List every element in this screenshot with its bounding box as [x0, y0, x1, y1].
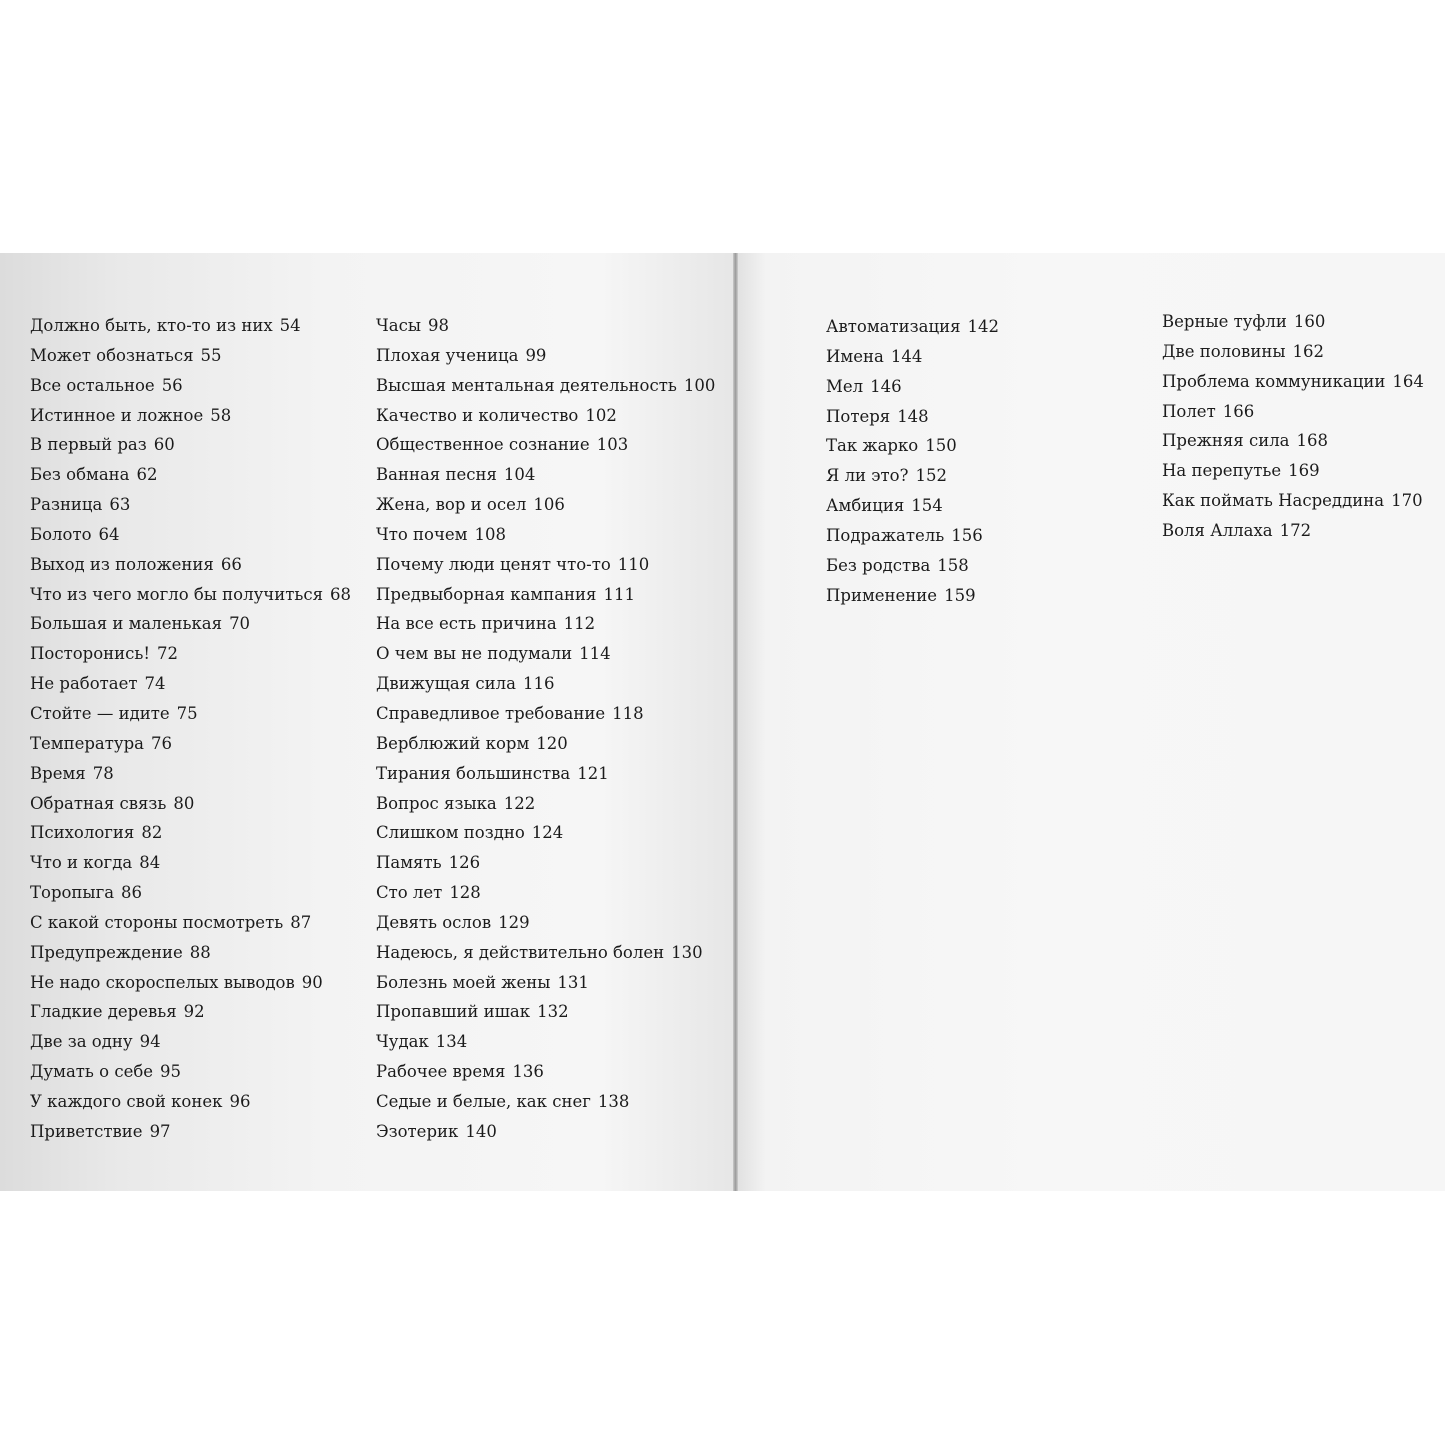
toc-entry	[376, 968, 715, 998]
toc-entry-title: Думать о себе	[30, 1062, 154, 1082]
toc-entry-page-number: 78	[92, 763, 114, 783]
toc-entry	[376, 669, 715, 699]
left-page	[0, 253, 736, 1191]
toc-entry	[376, 639, 715, 669]
toc-entry-title: Тирания большинства	[376, 763, 571, 783]
toc-entry-title: Время	[30, 763, 86, 783]
toc-entry	[30, 848, 351, 878]
toc-entry-page-number: 72	[156, 644, 178, 664]
toc-entry-title: Предвыборная кампания	[376, 584, 597, 604]
toc-entry	[826, 521, 999, 551]
toc-entry-title: Надеюсь, я действительно болен	[376, 942, 665, 962]
toc-entry-title: Что и когда	[30, 853, 133, 873]
toc-column	[1162, 307, 1424, 546]
toc-entry	[30, 490, 351, 520]
toc-entry-page-number: 154	[911, 496, 943, 516]
toc-entry-page-number: 129	[498, 912, 530, 932]
toc-entry-title: Две половины	[1162, 341, 1286, 361]
toc-entry-title: Две за одну	[30, 1032, 133, 1052]
toc-entry-page-number: 142	[967, 317, 999, 336]
toc-entry-page-number: 96	[229, 1091, 251, 1111]
toc-entry-title: Седые и белые, как снег	[376, 1091, 591, 1111]
toc-entry-title: Эзотерик	[376, 1121, 459, 1141]
toc-entry-page-number: 144	[890, 346, 923, 366]
toc-entry	[1162, 337, 1424, 367]
toc-column	[376, 311, 715, 1147]
toc-entry-page-number: 160	[1293, 312, 1326, 331]
toc-entry-page-number: 54	[279, 316, 301, 335]
toc-entry	[30, 789, 351, 819]
toc-entry	[826, 402, 999, 432]
toc-entry	[30, 311, 351, 341]
toc-entry	[826, 312, 999, 342]
toc-entry-title: На перепутье	[1162, 461, 1282, 481]
toc-entry-page-number: 164	[1392, 371, 1424, 391]
toc-entry-title: Без обмана	[30, 465, 130, 485]
toc-entry	[376, 908, 715, 938]
toc-entry-page-number: 138	[597, 1091, 630, 1111]
toc-entry-page-number: 150	[925, 436, 957, 456]
toc-entry	[376, 938, 715, 968]
toc-entry-title: Применение	[826, 585, 938, 605]
toc-entry	[30, 520, 351, 550]
toc-entry	[1162, 397, 1424, 427]
toc-entry-title: Стойте — идите	[30, 703, 170, 723]
toc-entry-page-number: 169	[1288, 461, 1320, 481]
toc-entry-title: Качество и количество	[376, 405, 579, 425]
toc-entry-title: С какой стороны посмотреть	[30, 912, 284, 932]
toc-entry-page-number: 66	[220, 554, 242, 574]
toc-entry	[376, 1117, 715, 1147]
toc-entry-title: Торопыга	[30, 883, 115, 903]
toc-entry-title: Потеря	[826, 406, 891, 426]
toc-entry-page-number: 108	[474, 524, 506, 544]
toc-entry-title: Подражатель	[826, 525, 945, 545]
toc-entry-page-number: 82	[141, 823, 163, 843]
toc-entry-page-number: 80	[173, 793, 195, 813]
toc-entry-title: Не надо скороспелых выводов	[30, 972, 295, 992]
toc-entry-page-number: 84	[139, 853, 161, 873]
toc-entry-title: Не работает	[30, 674, 138, 694]
toc-entry	[30, 639, 351, 669]
toc-entry-title: Рабочее время	[376, 1062, 506, 1082]
toc-entry	[30, 401, 351, 431]
toc-entry-page-number: 70	[229, 614, 251, 634]
toc-entry-title: Предупреждение	[30, 942, 183, 962]
toc-entry	[1162, 426, 1424, 456]
toc-entry	[376, 699, 715, 729]
toc-entry	[30, 669, 351, 699]
toc-entry-page-number: 99	[525, 345, 547, 365]
toc-entry-page-number: 68	[329, 584, 351, 604]
toc-entry-page-number: 56	[161, 375, 183, 395]
toc-entry-page-number: 104	[503, 465, 536, 485]
toc-entry-page-number: 98	[427, 316, 449, 335]
toc-entry	[376, 311, 715, 341]
toc-entry-page-number: 152	[915, 466, 947, 486]
toc-entry	[376, 1027, 715, 1057]
toc-entry-page-number: 114	[579, 644, 611, 664]
toc-entry	[376, 818, 715, 848]
toc-entry-title: Все остальное	[30, 375, 155, 395]
toc-entry-title: Пропавший ишак	[376, 1002, 531, 1022]
toc-entry	[30, 818, 351, 848]
toc-entry	[826, 461, 999, 491]
toc-entry-title: Верблюжий корм	[376, 733, 530, 753]
toc-entry-title: Разница	[30, 495, 103, 515]
toc-entry-title: Как поймать Насреддина	[1162, 491, 1385, 511]
toc-entry	[1162, 486, 1424, 516]
toc-entry	[826, 372, 999, 402]
toc-entry	[376, 729, 715, 759]
toc-entry-page-number: 97	[149, 1121, 171, 1141]
toc-entry-title: Посторонись!	[30, 644, 150, 664]
toc-entry-title: Жена, вор и осел	[376, 495, 527, 515]
toc-entry	[30, 371, 351, 401]
toc-entry-page-number: 87	[290, 912, 312, 932]
toc-entry-page-number: 140	[465, 1121, 497, 1141]
toc-entry-page-number: 124	[531, 823, 564, 843]
toc-entry-page-number: 100	[683, 375, 716, 395]
toc-entry-title: Слишком поздно	[376, 823, 525, 843]
toc-entry	[376, 490, 715, 520]
toc-entry-title: Гладкие деревья	[30, 1002, 177, 1022]
toc-entry-title: В первый раз	[30, 435, 147, 455]
toc-entry	[30, 759, 351, 789]
toc-entry-page-number: 122	[503, 793, 536, 813]
toc-entry	[376, 1057, 715, 1087]
toc-entry-title: Приветствие	[30, 1121, 143, 1141]
toc-entry-title: Девять ослов	[376, 912, 492, 932]
toc-entry-title: Психология	[30, 823, 135, 843]
toc-entry-page-number: 168	[1296, 431, 1329, 451]
toc-entry-page-number: 112	[563, 614, 596, 634]
toc-entry	[376, 1087, 715, 1117]
toc-entry	[30, 580, 351, 610]
toc-entry-page-number: 94	[139, 1032, 161, 1052]
toc-entry-title: Верные туфли	[1162, 312, 1287, 331]
toc-entry-page-number: 126	[448, 853, 481, 873]
toc-entry-page-number: 102	[585, 405, 617, 425]
toc-entry-page-number: 75	[176, 703, 198, 723]
toc-entry-page-number: 95	[160, 1062, 182, 1082]
toc-entry-page-number: 134	[435, 1032, 468, 1052]
toc-entry-page-number: 162	[1292, 341, 1324, 361]
toc-entry-page-number: 136	[512, 1062, 544, 1082]
toc-entry	[376, 580, 715, 610]
toc-entry	[30, 460, 351, 490]
toc-entry	[376, 848, 715, 878]
toc-entry-title: На все есть причина	[376, 614, 557, 634]
toc-entry-title: Что почем	[376, 524, 468, 544]
toc-entry-page-number: 159	[944, 585, 976, 605]
toc-entry-title: Почему люди ценят что-то	[376, 554, 611, 574]
toc-entry-title: Так жарко	[826, 436, 919, 456]
toc-entry-title: Истинное и ложное	[30, 405, 204, 425]
toc-entry-page-number: 86	[121, 883, 143, 903]
toc-entry-title: Обратная связь	[30, 793, 167, 813]
toc-entry	[376, 520, 715, 550]
toc-entry-page-number: 88	[189, 942, 211, 962]
toc-entry-page-number: 63	[109, 495, 131, 515]
toc-entry-page-number: 121	[577, 763, 609, 783]
toc-entry-title: Имена	[826, 346, 884, 366]
toc-entry-page-number: 146	[870, 376, 902, 396]
toc-entry-page-number: 60	[153, 435, 175, 455]
toc-entry-title: Автоматизация	[826, 317, 961, 336]
toc-entry	[30, 699, 351, 729]
toc-entry	[30, 729, 351, 759]
toc-entry-title: О чем вы не подумали	[376, 644, 573, 664]
toc-entry-page-number: 156	[951, 525, 983, 545]
toc-entry	[826, 431, 999, 461]
toc-entry	[30, 908, 351, 938]
toc-entry-title: Что из чего могло бы получиться	[30, 584, 323, 604]
toc-entry-title: Без родства	[826, 555, 931, 575]
toc-entry	[30, 1027, 351, 1057]
toc-entry	[826, 342, 999, 372]
toc-entry-title: Вопрос языка	[376, 793, 497, 813]
toc-entry-page-number: 158	[937, 555, 969, 575]
toc-entry-page-number: 74	[144, 674, 166, 694]
toc-entry	[30, 609, 351, 639]
toc-entry	[1162, 456, 1424, 486]
toc-entry	[376, 789, 715, 819]
toc-entry	[1162, 307, 1424, 337]
toc-entry-page-number: 118	[612, 703, 644, 723]
toc-entry-title: Чудак	[376, 1032, 429, 1052]
right-page	[736, 253, 1445, 1191]
toc-entry-title: Я ли это?	[826, 466, 909, 486]
toc-entry	[376, 759, 715, 789]
toc-entry-page-number: 172	[1279, 520, 1312, 540]
toc-entry-page-number: 111	[603, 584, 635, 604]
toc-entry	[376, 609, 715, 639]
toc-entry	[30, 968, 351, 998]
toc-entry	[30, 1057, 351, 1087]
toc-entry	[30, 341, 351, 371]
toc-entry	[826, 581, 999, 611]
toc-entry-page-number: 116	[522, 674, 555, 694]
toc-entry-title: Мел	[826, 376, 864, 396]
toc-entry	[376, 997, 715, 1027]
toc-entry-page-number: 128	[449, 883, 481, 903]
toc-entry-title: Общественное сознание	[376, 435, 590, 455]
toc-entry-title: Большая и маленькая	[30, 614, 223, 634]
toc-entry-title: Движущая сила	[376, 674, 516, 694]
toc-entry-page-number: 103	[596, 435, 629, 455]
toc-entry-title: У каждого свой конек	[30, 1091, 223, 1111]
toc-entry-title: Воля Аллаха	[1162, 520, 1273, 540]
toc-entry-page-number: 90	[301, 972, 323, 992]
toc-entry	[30, 878, 351, 908]
toc-entry-title: Должно быть, кто-то из них	[30, 316, 273, 335]
toc-entry	[30, 1087, 351, 1117]
toc-entry	[376, 430, 715, 460]
toc-entry-page-number: 166	[1222, 401, 1255, 421]
toc-entry	[1162, 367, 1424, 397]
toc-entry	[376, 878, 715, 908]
book-spread	[0, 253, 1445, 1191]
toc-entry	[30, 938, 351, 968]
toc-entry-page-number: 170	[1391, 491, 1423, 511]
toc-entry-title: Температура	[30, 733, 145, 753]
toc-entry	[826, 491, 999, 521]
toc-entry-page-number: 58	[210, 405, 232, 425]
toc-entry-page-number: 106	[533, 495, 565, 515]
toc-entry-page-number: 120	[536, 733, 568, 753]
toc-entry-page-number: 76	[151, 733, 173, 753]
toc-entry-title: Справедливое требование	[376, 703, 606, 723]
toc-entry	[376, 460, 715, 490]
toc-entry-page-number: 110	[617, 554, 650, 574]
toc-entry-title: Ванная песня	[376, 465, 497, 485]
toc-entry-page-number: 62	[136, 465, 158, 485]
toc-entry-page-number: 64	[98, 524, 120, 544]
toc-entry-title: Полет	[1162, 401, 1216, 421]
toc-column	[30, 311, 351, 1147]
toc-entry-page-number: 148	[897, 406, 929, 426]
toc-entry	[376, 341, 715, 371]
toc-entry	[1162, 516, 1424, 546]
toc-entry	[30, 550, 351, 580]
toc-entry	[376, 550, 715, 580]
toc-column	[826, 312, 999, 610]
toc-entry-title: Выход из положения	[30, 554, 214, 574]
toc-entry-page-number: 92	[183, 1002, 205, 1022]
toc-entry-title: Проблема коммуникации	[1162, 371, 1386, 391]
toc-entry-title: Прежняя сила	[1162, 431, 1290, 451]
toc-entry-title: Болезнь моей жены	[376, 972, 551, 992]
toc-entry-title: Болото	[30, 524, 92, 544]
toc-entry-page-number: 130	[671, 942, 703, 962]
toc-entry-title: Часы	[376, 316, 421, 335]
toc-entry	[376, 401, 715, 431]
toc-entry	[30, 997, 351, 1027]
toc-entry-title: Может обознаться	[30, 345, 194, 365]
toc-entry-title: Высшая ментальная деятельность	[376, 375, 677, 395]
toc-entry	[30, 430, 351, 460]
toc-entry-title: Амбиция	[826, 496, 905, 516]
toc-entry-page-number: 132	[537, 1002, 569, 1022]
toc-entry	[826, 551, 999, 581]
toc-entry	[30, 1117, 351, 1147]
toc-entry-title: Сто лет	[376, 883, 443, 903]
toc-entry-title: Память	[376, 853, 442, 873]
book-gutter	[733, 253, 738, 1191]
toc-entry-page-number: 131	[557, 972, 589, 992]
toc-entry-page-number: 55	[200, 345, 222, 365]
toc-entry	[376, 371, 715, 401]
toc-entry-title: Плохая ученица	[376, 345, 519, 365]
